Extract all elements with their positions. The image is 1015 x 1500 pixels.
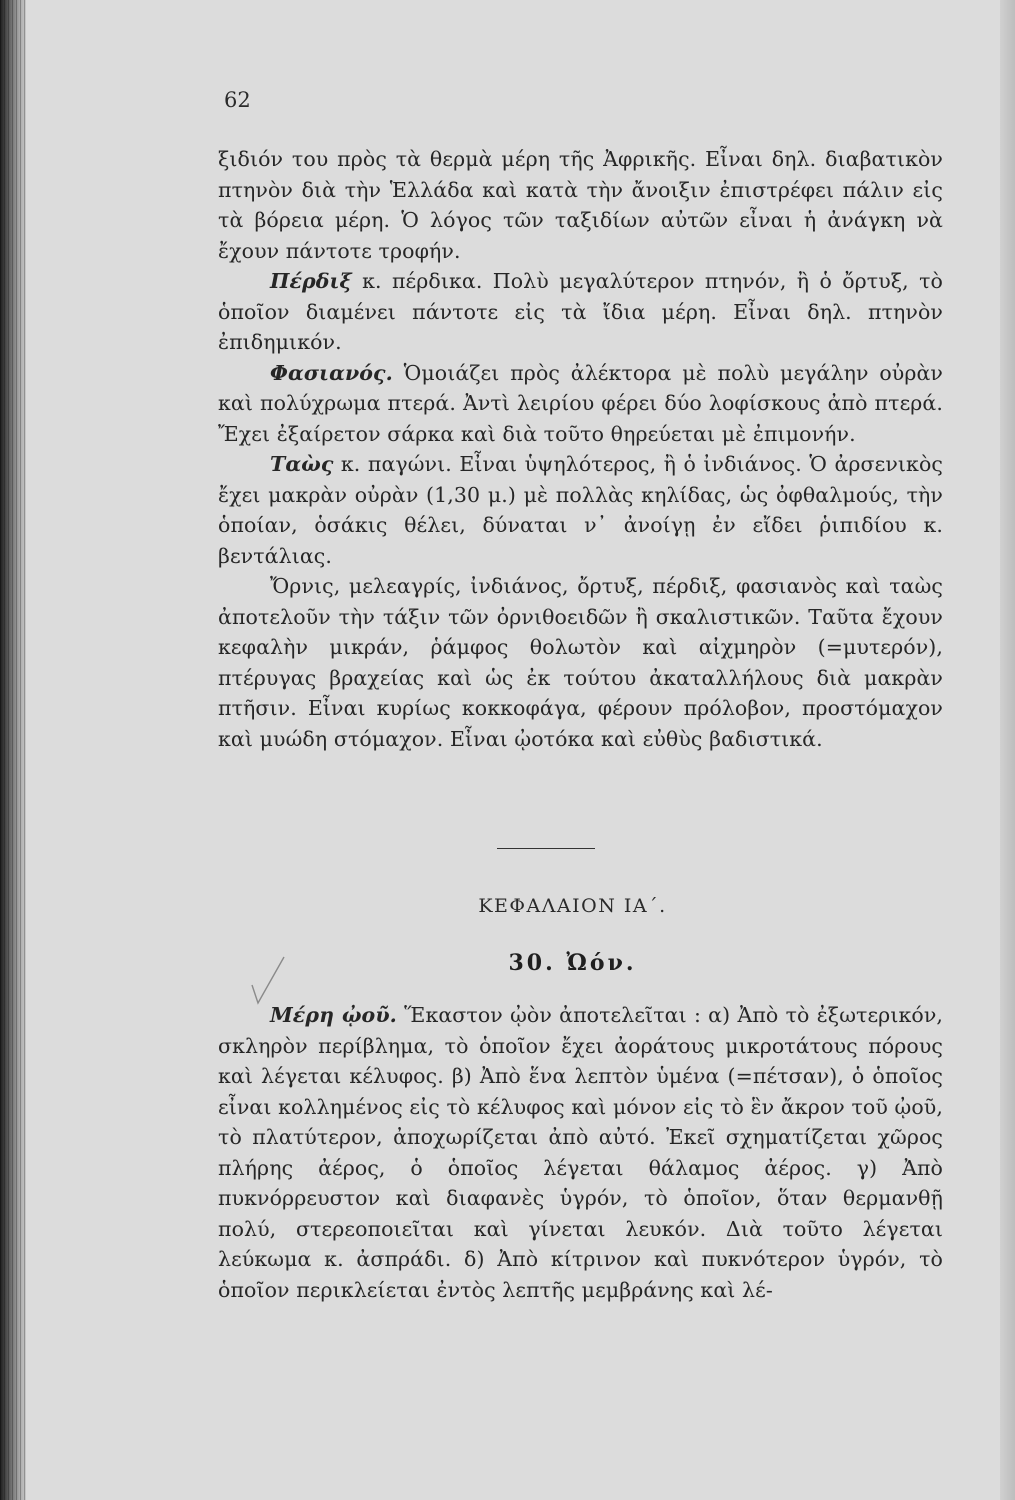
bird-paragraph-peacock — [218, 449, 943, 571]
intro-paragraph: ξιδιόν του πρὸς τὰ θερμὰ μέρη τῆς Ἀφρικῆς. Εἶναι δηλ. διαβατικὸν πτηνὸν διὰ τὴν Ἑλλάδα καὶ κατὰ τὴν ἄνοιξιν ἐπιστρέφει πάλιν εἰς τὰ βόρεια μέρη. Ὁ λόγος τῶν ταξιδίων αὐτῶν εἶναι ἡ ἀνάγκη νὰ ἔχουν πάντοτε τροφήν. — [218, 147, 943, 263]
egg-paragraph — [218, 1000, 943, 1305]
bird-paragraph-pheasant — [218, 358, 943, 450]
egg-term: Μέρη ᾠοῦ. — [270, 1003, 397, 1027]
summary-paragraph: Ὄρνις, μελεαγρίς, ἰνδιάνος, ὄρτυξ, πέρδιξ, φασιανὸς καὶ ταὼς ἀποτελοῦν τὴν τάξιν τῶν ὀρνιθοειδῶν ἢ σκαλιστικῶν. Ταῦτα ἔχουν κεφαλὴν μικράν, ῥάμφος θολωτὸν καὶ αἰχμηρὸν (=μυτερόν), πτέρυγας βραχείας καὶ ὡς ἐκ τούτου ἀκαταλλήλους διὰ μακρὰν πτῆσιν. Εἶναι κυρίως κοκκοφάγα, φέρουν πρόλοβον, προστόμαχον καὶ μυώδη στόμαχον. Εἶναι ᾠοτόκα καὶ εὐθὺς βαδιστικά. — [218, 574, 943, 751]
page-number: 62 — [224, 88, 251, 112]
text-block-birds — [218, 144, 943, 754]
bird-text: κ. παγώνι. Εἶναι ὑψηλότερος, ἢ ὁ ἰνδιάνος. Ὁ ἀρσενικὸς ἔχει μακρὰν οὐρὰν (1,30 μ.) μὲ πολλὰς κηλίδας, ὡς ὀφθαλμούς, τὴν ὁποίαν, ὁσάκις θέλει, δύναται ν᾽ ἀνοίγῃ ἐν εἴδει ῥιπιδίου κ. βεντάλιας. — [218, 452, 943, 568]
bird-term: Φασιανός. — [270, 360, 393, 385]
binding-texture — [0, 0, 26, 1500]
chapter-title: ΚΕΦΑΛΑΙΟΝ ΙΑ΄. — [478, 895, 667, 917]
section-title: 30. Ὠόν. — [508, 950, 637, 976]
bird-term: Πέρδιξ — [270, 269, 352, 293]
text-block-egg — [218, 1000, 943, 1305]
bird-paragraph-partridge — [218, 266, 943, 358]
bird-term: Ταὼς — [270, 452, 334, 476]
egg-text: Ἕκαστον ᾠὸν ἀποτελεῖται : α) Ἀπὸ τὸ ἐξωτερικόν, σκληρὸν περίβλημα, τὸ ὁποῖον ἔχει ἀοράτους μικροτάτους πόρους καὶ λέγεται κέλυφος. β) Ἀπὸ ἕνα λεπτὸν ὑμένα (=πέτσαν), ὁ ὁποῖος εἶναι κολλημένος εἰς τὸ κέλυφος καὶ μόνον εἰς τὸ ἓν ἄκρον τοῦ ᾠοῦ, τὸ πλατύτερον, ἀποχωρίζεται ἀπὸ αὐτό. Ἐκεῖ σχηματίζεται χῶρος πλήρης ἀέρος, ὁ ὁποῖος λέγεται θάλαμος ἀέρος. γ) Ἀπὸ πυκνόρρευστον καὶ διαφανὲς ὑγρόν, τὸ ὁποῖον, ὅταν θερμανθῇ πολύ, στερεοποιεῖται καὶ γίνεται λευκόν. Διὰ τοῦτο λέγεται λεύκωμα κ. ἀσπράδι. δ) Ἀπὸ κίτρινον καὶ πυκνότερον ὑγρόν, τὸ ὁποῖον περικλείεται ἐντὸς λεπτῆς μεμβράνης καὶ λέ- — [218, 1003, 943, 1302]
section-divider — [497, 848, 595, 849]
bird-text: κ. πέρδικα. Πολὺ μεγαλύτερον πτηνόν, ἢ ὁ ὄρτυξ, τὸ ὁποῖον διαμένει πάντοτε εἰς τὰ ἴδια μέρη. Εἶναι δηλ. πτηνὸν ἐπιδημικόν. — [218, 269, 943, 354]
bird-text: Ὁμοιάζει πρὸς ἀλέκτορα μὲ πολὺ μεγάλην οὐρὰν καὶ πολύχρωμα πτερά. Ἀντὶ λειρίου φέρει δύο λοφίσκους ἀπὸ πτερά. Ἔχει ἐξαίρετον σάρκα καὶ διὰ τοῦτο θηρεύεται μὲ ἐπιμονήν. — [218, 360, 943, 446]
page-edge — [1000, 0, 1015, 1500]
